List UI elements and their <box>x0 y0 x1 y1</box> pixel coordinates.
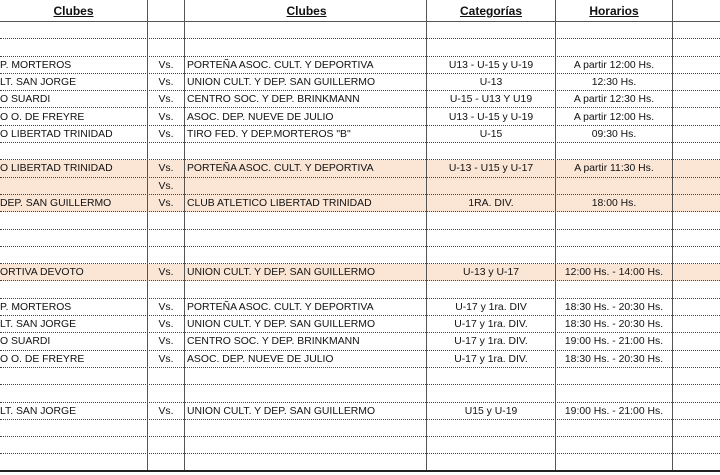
category-cell: U-17 y 1ra. DIV <box>455 301 527 313</box>
away-club-cell <box>185 455 426 471</box>
vs-cell: Vs. <box>158 94 174 106</box>
home-club-cell <box>0 437 147 453</box>
table-row <box>0 385 720 402</box>
home-club-cell <box>0 22 147 38</box>
schedule-cell: A partir 12:00 Hs. <box>573 111 655 123</box>
table-row <box>0 178 720 195</box>
away-club-cell <box>185 39 426 55</box>
vs-cell: Vs. <box>158 301 174 313</box>
table-row <box>0 351 720 368</box>
home-club-cell <box>0 39 147 55</box>
schedule-cell: A partir 12:30 Hs. <box>573 94 655 106</box>
table-row <box>0 109 720 126</box>
away-club-cell: TIRO FED. Y DEP.MORTEROS "B" <box>187 128 351 140</box>
header-horarios: Horarios <box>589 4 639 18</box>
away-club-cell <box>185 282 426 298</box>
table-row <box>0 57 720 74</box>
category-cell <box>427 178 555 194</box>
category-cell: U-13 <box>479 76 503 88</box>
schedule-cell <box>556 282 672 298</box>
vs-cell <box>148 437 184 453</box>
category-cell <box>427 230 555 246</box>
bottom-border <box>0 470 720 472</box>
category-cell <box>427 212 555 228</box>
schedule-cell: 12:30 Hs. <box>591 76 637 88</box>
category-cell <box>427 385 555 401</box>
vs-cell: Vs. <box>158 267 174 279</box>
table-row <box>0 212 720 229</box>
category-cell: U13 - U-15 y U-19 <box>448 59 534 71</box>
category-cell: U-15 <box>479 128 503 140</box>
category-cell <box>427 455 555 471</box>
schedule-cell <box>556 178 672 194</box>
table-row <box>0 91 720 108</box>
category-cell <box>427 247 555 263</box>
away-club-cell <box>185 420 426 436</box>
away-club-cell: PORTEÑA ASOC. CULT. Y DEPORTIVA <box>187 59 374 71</box>
home-club-cell: O O. DE FREYRE <box>0 353 85 365</box>
schedule-cell: 19:00 Hs. - 21:00 Hs. <box>564 336 664 348</box>
table-row <box>0 39 720 56</box>
header-row <box>0 0 720 22</box>
away-club-cell <box>185 212 426 228</box>
vs-cell <box>148 143 184 159</box>
vs-cell: Vs. <box>158 111 174 123</box>
category-cell: U-13 - U15 y U-17 <box>448 163 534 175</box>
table-row <box>0 230 720 247</box>
home-club-cell <box>0 282 147 298</box>
table-row <box>0 316 720 333</box>
table-row <box>0 420 720 437</box>
category-cell: U-17 y 1ra. DIV. <box>454 353 528 365</box>
away-club-cell: PORTEÑA ASOC. CULT. Y DEPORTIVA <box>187 163 374 175</box>
home-club-cell <box>0 385 147 401</box>
home-club-cell: LT. SAN JORGE <box>0 405 77 417</box>
away-club-cell <box>185 178 426 194</box>
home-club-cell <box>0 230 147 246</box>
home-club-cell: O SUARDI <box>0 94 51 106</box>
away-club-cell: CENTRO SOC. Y DEP. BRINKMANN <box>187 94 360 106</box>
vs-cell: Vs. <box>158 353 174 365</box>
header-away-clubes: Clubes <box>286 4 327 18</box>
away-club-cell: ASOC. DEP. NUEVE DE JULIO <box>187 353 334 365</box>
category-cell <box>427 143 555 159</box>
home-club-cell: O SUARDI <box>0 336 51 348</box>
away-club-cell: ASOC. DEP. NUEVE DE JULIO <box>187 111 334 123</box>
home-club-cell: O O. DE FREYRE <box>0 111 85 123</box>
vs-cell: Vs. <box>158 163 174 175</box>
vs-cell: Vs. <box>158 59 174 71</box>
vs-cell <box>148 22 184 38</box>
schedule-cell <box>556 455 672 471</box>
column-divider <box>555 0 556 470</box>
vs-cell: Vs. <box>158 128 174 140</box>
away-club-cell <box>185 368 426 384</box>
category-cell <box>427 368 555 384</box>
category-cell <box>427 420 555 436</box>
away-club-cell: UNION CULT. Y DEP. SAN GUILLERMO <box>187 319 376 331</box>
vs-cell: Vs. <box>158 319 174 331</box>
category-cell: U13 - U-15 y U-19 <box>448 111 534 123</box>
column-divider <box>672 0 673 470</box>
schedule-cell <box>556 212 672 228</box>
header-categorias: Categorías <box>459 4 523 18</box>
category-cell: U-13 y U-17 <box>462 267 519 279</box>
away-club-cell: UNION CULT. Y DEP. SAN GUILLERMO <box>187 76 376 88</box>
table-row <box>0 195 720 212</box>
vs-cell <box>148 420 184 436</box>
away-club-cell <box>185 22 426 38</box>
vs-cell <box>148 282 184 298</box>
category-cell <box>427 39 555 55</box>
table-row <box>0 126 720 143</box>
column-divider <box>147 0 148 470</box>
table-row <box>0 282 720 299</box>
vs-cell <box>148 247 184 263</box>
vs-cell: Vs. <box>158 180 174 192</box>
home-club-cell: DEP. SAN GUILLERMO <box>0 198 112 209</box>
vs-cell: Vs. <box>158 76 174 88</box>
away-club-cell <box>185 230 426 246</box>
home-club-cell <box>0 212 147 228</box>
home-club-cell <box>0 143 147 159</box>
schedule-cell: 18:30 Hs. - 20:30 Hs. <box>564 301 664 313</box>
home-club-cell: LT. SAN JORGE <box>0 76 77 88</box>
home-club-cell <box>0 178 147 194</box>
home-club-cell: LT. SAN JORGE <box>0 319 77 331</box>
home-club-cell: P. MORTEROS <box>0 59 72 71</box>
away-club-cell: CLUB ATLETICO LIBERTAD TRINIDAD <box>187 198 372 209</box>
category-cell: U-17 y 1ra. DIV. <box>454 319 528 331</box>
schedule-cell: 18:30 Hs. - 20:30 Hs. <box>564 319 664 331</box>
category-cell <box>427 437 555 453</box>
vs-cell <box>148 39 184 55</box>
home-club-cell <box>0 420 147 436</box>
schedule-cell: A partir 11:30 Hs. <box>574 163 654 175</box>
away-club-cell <box>185 437 426 453</box>
home-club-cell <box>0 368 147 384</box>
category-cell <box>427 22 555 38</box>
away-club-cell <box>185 143 426 159</box>
schedule-cell <box>556 420 672 436</box>
schedule-cell <box>556 22 672 38</box>
table-row <box>0 368 720 385</box>
away-club-cell <box>185 247 426 263</box>
schedule-cell: 12:00 Hs. - 14:00 Hs. <box>564 267 664 279</box>
category-cell <box>427 282 555 298</box>
home-club-cell: P. MORTEROS <box>0 301 72 313</box>
vs-cell <box>148 368 184 384</box>
vs-cell: Vs. <box>158 405 174 417</box>
schedule-cell: A partir 12:00 Hs. <box>573 59 655 71</box>
schedule-cell <box>556 39 672 55</box>
home-club-cell <box>0 247 147 263</box>
column-divider <box>184 0 185 470</box>
schedule-cell: 09:30 Hs. <box>591 128 637 140</box>
home-club-cell: O LIBERTAD TRINIDAD <box>0 163 113 175</box>
table-row <box>0 247 720 264</box>
table-row <box>0 74 720 91</box>
table-row <box>0 160 720 177</box>
category-cell: U15 y U-19 <box>464 405 518 417</box>
table-row <box>0 333 720 350</box>
table-row <box>0 143 720 160</box>
table-row <box>0 264 720 281</box>
home-club-cell: O LIBERTAD TRINIDAD <box>0 128 113 140</box>
schedule-cell: 18:00 Hs. <box>591 198 637 209</box>
table-row <box>0 437 720 454</box>
schedule-cell <box>556 247 672 263</box>
schedule-cell <box>556 437 672 453</box>
vs-cell <box>148 212 184 228</box>
category-cell: U-17 y 1ra. DIV. <box>454 336 528 348</box>
schedule-cell <box>556 368 672 384</box>
schedule-cell <box>556 143 672 159</box>
vs-cell <box>148 455 184 471</box>
schedule-cell <box>556 385 672 401</box>
schedule-cell: 18:30 Hs. - 20:30 Hs. <box>564 353 664 365</box>
category-cell: 1RA. DIV. <box>468 198 514 209</box>
category-cell: U-15 - U13 Y U19 <box>449 94 533 106</box>
away-club-cell: CENTRO SOC. Y DEP. BRINKMANN <box>187 336 360 348</box>
table-row <box>0 22 720 39</box>
header-home-clubes: Clubes <box>53 4 94 18</box>
table-row <box>0 299 720 316</box>
schedule-cell: 19:00 Hs. - 21:00 Hs. <box>564 405 664 417</box>
table-row <box>0 403 720 420</box>
vs-cell: Vs. <box>158 198 174 209</box>
away-club-cell <box>185 385 426 401</box>
home-club-cell <box>0 455 147 471</box>
vs-cell <box>148 230 184 246</box>
away-club-cell: PORTEÑA ASOC. CULT. Y DEPORTIVA <box>187 301 374 313</box>
schedule-cell <box>556 230 672 246</box>
away-club-cell: UNION CULT. Y DEP. SAN GUILLERMO <box>187 267 376 279</box>
vs-cell <box>148 385 184 401</box>
column-divider <box>426 0 427 470</box>
vs-cell: Vs. <box>158 336 174 348</box>
home-club-cell: ORTIVA DEVOTO <box>0 267 84 279</box>
away-club-cell: UNION CULT. Y DEP. SAN GUILLERMO <box>187 405 376 417</box>
